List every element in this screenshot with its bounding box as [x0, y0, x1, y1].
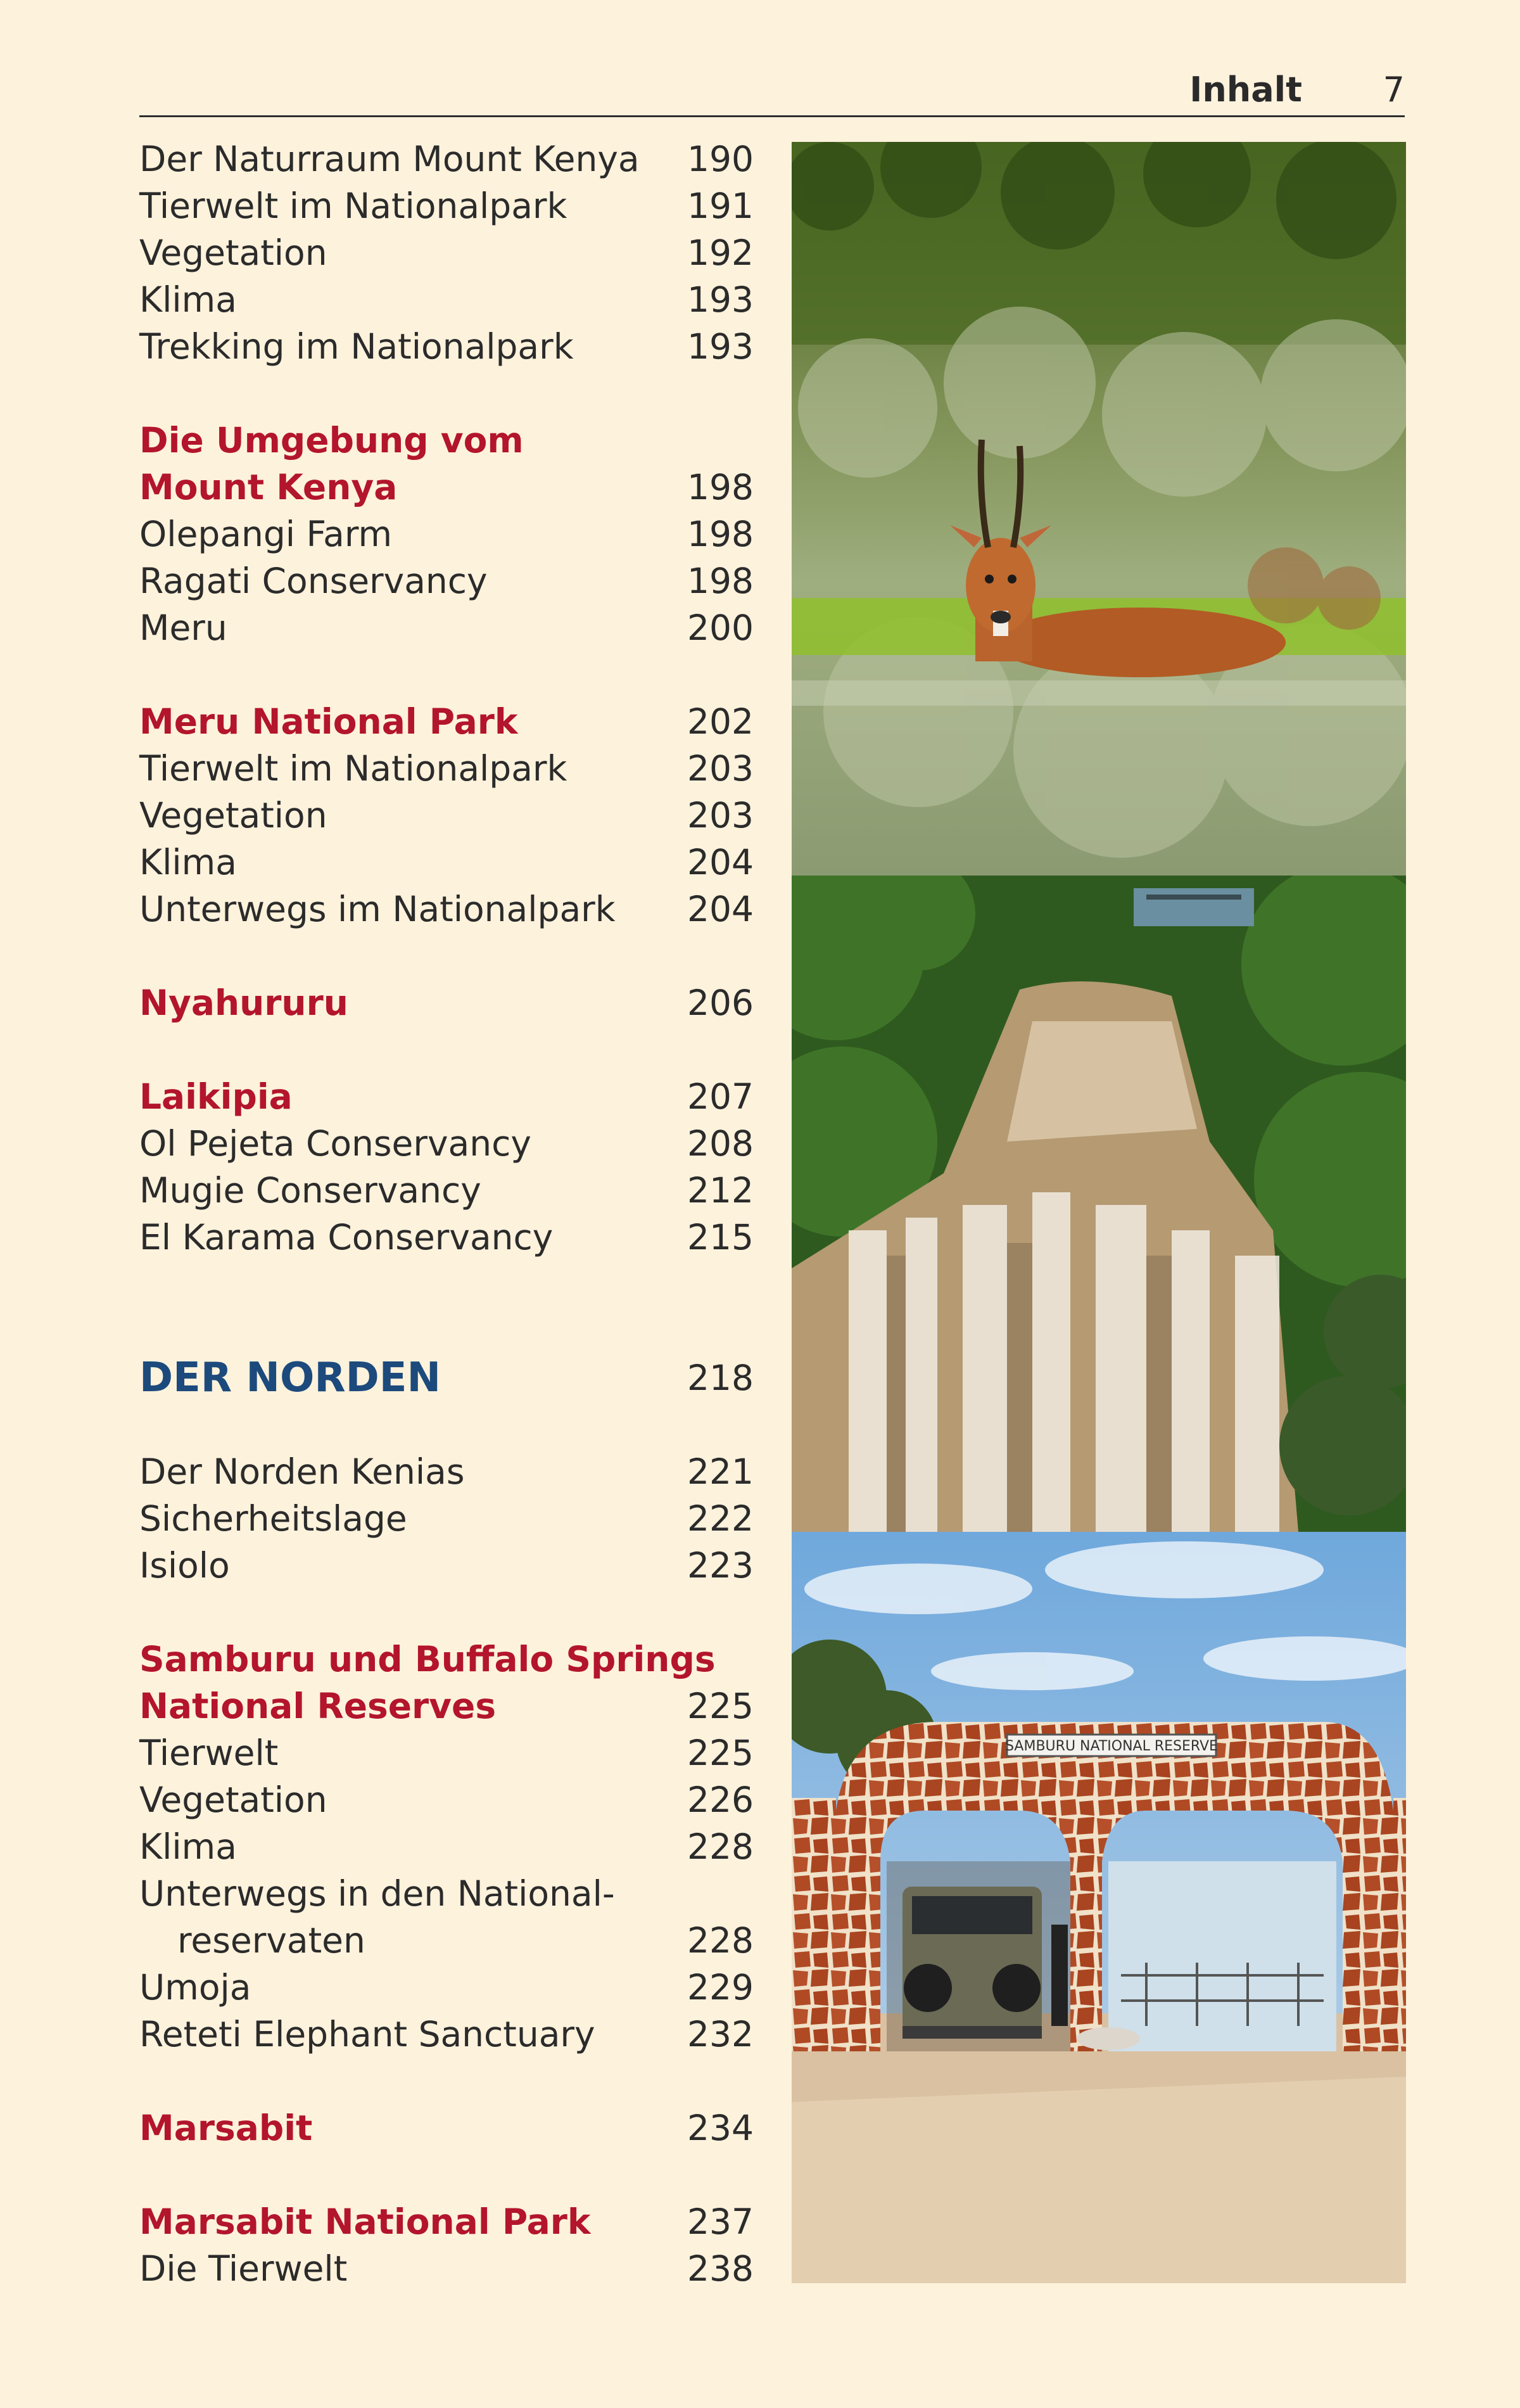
toc-entry: [139, 182, 754, 229]
toc-entry-page: 202: [687, 701, 754, 742]
toc-entry-page: 193: [687, 326, 754, 367]
toc-entry-title: Unterwegs in den National-: [139, 1873, 615, 1914]
toc-entry-title: Ol Pejeta Conservancy: [139, 1123, 531, 1164]
toc-entry-title: Klima: [139, 1826, 237, 1867]
toc-entry: [139, 1120, 754, 1167]
toc-entry-page: 225: [687, 1733, 754, 1773]
toc-section-heading: [139, 1073, 754, 1120]
toc-entry-page: 200: [687, 608, 754, 648]
toc-entry: [139, 1214, 754, 1261]
toc-entry-page: 238: [687, 2248, 754, 2289]
toc-entry-page: 206: [687, 983, 754, 1023]
toc-entry-title: Samburu und Buffalo Springs: [139, 1639, 716, 1679]
toc-entry-page: 207: [687, 1076, 754, 1117]
toc-entry-title: Marsabit National Park: [139, 2201, 591, 2242]
toc-section-heading: [139, 2198, 754, 2245]
toc-entry: [139, 136, 754, 182]
toc-entry-title: Der Naturraum Mount Kenya: [139, 139, 640, 179]
toc-entry: [139, 1964, 754, 2011]
toc-entry-title: Der Norden Kenias: [139, 1451, 465, 1492]
toc-entry: [139, 323, 754, 370]
toc-section-heading: [139, 2105, 754, 2151]
toc-entry: [139, 557, 754, 604]
toc-entry: [139, 1917, 754, 1964]
toc-entry-title: Vegetation: [139, 1780, 327, 1820]
toc-entry-title: Vegetation: [139, 795, 327, 836]
toc-entry-page: 221: [687, 1451, 754, 1492]
toc-entry-title: Tierwelt im Nationalpark: [139, 748, 567, 789]
toc-entry-title: Klima: [139, 842, 237, 882]
toc-entry-title: Mount Kenya: [139, 467, 398, 507]
toc-entry-title: Meru National Park: [139, 701, 518, 742]
toc-entry: [139, 792, 754, 839]
gate-sign: SAMBURU NATIONAL RESERVE: [1005, 1738, 1218, 1754]
toc-entry-page: 198: [687, 467, 754, 507]
running-head: [139, 66, 1405, 117]
toc-entry-title: National Reserves: [139, 1686, 497, 1726]
toc-entry: [139, 886, 754, 933]
toc-entry: [139, 1448, 754, 1495]
toc-entry-title: Nyahururu: [139, 983, 348, 1023]
toc-entry: [139, 604, 754, 651]
toc-entry-title: El Karama Conservancy: [139, 1217, 554, 1258]
toc-entry: [139, 511, 754, 557]
toc-entry-page: 215: [687, 1217, 754, 1258]
toc-entry-title: Olepangi Farm: [139, 514, 393, 554]
toc-section-heading: [139, 464, 754, 511]
toc-section-heading: [139, 1683, 754, 1730]
toc-entry: [139, 1870, 754, 1917]
toc-entry-title: Unterwegs im Nationalpark: [139, 889, 616, 929]
toc-entry-page: 190: [687, 139, 754, 179]
toc-entry-page: 229: [687, 1967, 754, 2008]
toc-entry-title: Trekking im Nationalpark: [139, 326, 574, 367]
toc-entry: [139, 1776, 754, 1823]
toc-entry-title: DER NORDEN: [139, 1354, 441, 1401]
toc-entry-title: Isiolo: [139, 1545, 230, 1586]
toc-section-heading: [139, 698, 754, 745]
toc-entry-title: Meru: [139, 608, 227, 648]
toc-entry: [139, 1730, 754, 1776]
toc-entry: [139, 1542, 754, 1589]
toc-entry: [139, 839, 754, 886]
toc-entry-page: 203: [687, 748, 754, 789]
toc-entry-title: Sicherheitslage: [139, 1498, 407, 1539]
toc-entry-page: 208: [687, 1123, 754, 1164]
toc-entry-title: Ragati Conservancy: [139, 561, 488, 601]
toc-entry: [139, 1167, 754, 1214]
toc-entry-page: 218: [687, 1358, 754, 1398]
toc-entry-page: 204: [687, 889, 754, 929]
toc-entry: [139, 1823, 754, 1870]
toc-entry-title: Klima: [139, 279, 237, 320]
toc-entry-page: 198: [687, 514, 754, 554]
toc-entry-title: Laikipia: [139, 1076, 293, 1117]
toc-entry: [139, 1495, 754, 1542]
toc-entry-page: 228: [687, 1826, 754, 1867]
toc-entry-title: Mugie Conservancy: [139, 1170, 481, 1211]
toc-section-heading: [139, 979, 754, 1026]
photo-column: [792, 142, 1406, 2283]
toc-section-heading: [139, 417, 754, 464]
toc-chapter-heading: [139, 1354, 754, 1401]
toc-entry-page: 193: [687, 279, 754, 320]
toc-entry-page: 198: [687, 561, 754, 601]
toc-entry: [139, 2245, 754, 2292]
waterfall-photo: [792, 876, 1406, 1532]
toc-entry-title: Umoja: [139, 1967, 251, 2008]
toc-entry-page: 237: [687, 2201, 754, 2242]
running-head-title: Inhalt: [1189, 70, 1302, 110]
toc-entry-page: 234: [687, 2108, 754, 2148]
toc-entry: [139, 745, 754, 792]
toc-entry-title: Reteti Elephant Sanctuary: [139, 2014, 595, 2054]
toc-entry-title: Tierwelt im Nationalpark: [139, 186, 567, 226]
toc-entry-page: 223: [687, 1545, 754, 1586]
toc-entry: [139, 2011, 754, 2058]
toc-entry-page: 222: [687, 1498, 754, 1539]
toc-entry-page: 212: [687, 1170, 754, 1211]
toc-entry-title: Tierwelt: [139, 1733, 279, 1773]
antelope-photo: [792, 142, 1406, 876]
toc-entry: [139, 229, 754, 276]
toc-entry-page: 228: [687, 1920, 754, 1961]
toc-entry-title: Marsabit: [139, 2108, 313, 2148]
toc-entry-page: 191: [687, 186, 754, 226]
toc-entry-title: Die Umgebung vom: [139, 420, 524, 461]
toc-entry: [139, 276, 754, 323]
reserve-gate-photo: [792, 1532, 1406, 2283]
toc-entry-page: 192: [687, 233, 754, 273]
table-of-contents: [139, 136, 754, 2292]
toc-entry-page: 226: [687, 1780, 754, 1820]
toc-entry-title: reservaten: [177, 1920, 365, 1961]
toc-entry-title: Die Tierwelt: [139, 2248, 348, 2289]
toc-section-heading: [139, 1636, 754, 1683]
toc-entry-page: 203: [687, 795, 754, 836]
toc-entry-page: 225: [687, 1686, 754, 1726]
toc-entry-title: Vegetation: [139, 233, 327, 273]
page-number: 7: [1383, 70, 1405, 110]
toc-entry-page: 232: [687, 2014, 754, 2054]
toc-entry-page: 204: [687, 842, 754, 882]
